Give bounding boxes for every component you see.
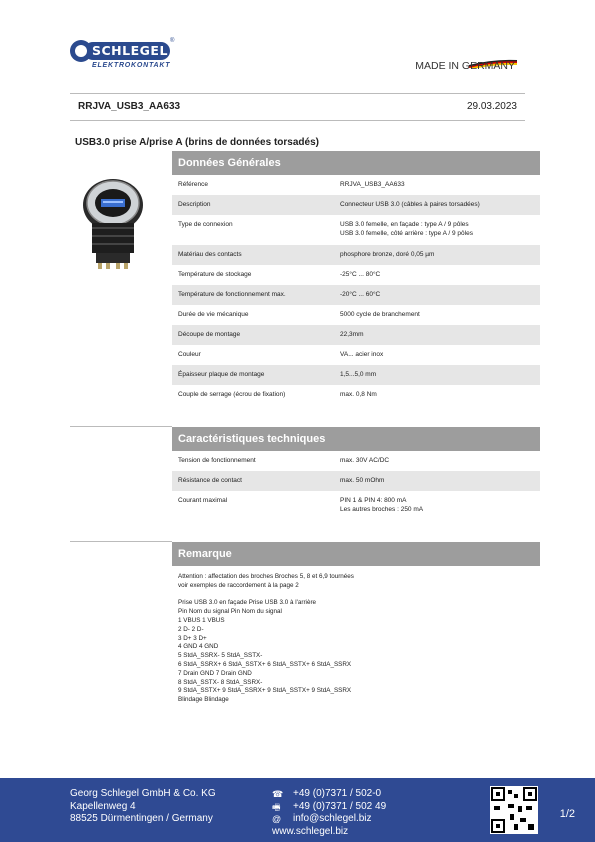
document-date: 29.03.2023 xyxy=(466,101,517,112)
section-general-title: Données Générales xyxy=(172,151,540,175)
section-tech-title: Caractéristiques techniques xyxy=(172,427,540,451)
row-label: Type de connexion xyxy=(178,221,233,228)
footer-contact xyxy=(272,788,386,838)
schlegel-logo xyxy=(70,38,180,74)
street: Kapellenweg 4 xyxy=(70,800,136,812)
qr-code-icon xyxy=(490,786,538,834)
footer xyxy=(0,778,595,842)
row-value: PIN 1 & PIN 4: 800 mA Les autres broches : 250 mA xyxy=(340,497,424,513)
remark-text: Attention : affectation des broches Broches 5, 8 et 6,9 tournées voir exemples de raccordement à la page 2 Prise USB 3.0 en façade Prise USB 3.0 à l'arrière Pin Nom du signal Pin Nom du signal 1 VBUS 1 VBUS 2 D- 2 D- 3 D+ 3 D+ 4 GND 4 GND 5 StdA_SSRX- 5 StdA_SSTX- 6 StdA_SSRX+ 6 StdA_SSTX+ 6 StdA_SSTX+ 6 StdA_SSRX 7 Drain GND 7 Drain GND 8 StdA_SSTX- 8 StdA_SSRX- 9 StdA_SSTX+ 9 StdA_SSRX+ 9 StdA_SSTX+ 9 StdA_SSRX Blindage Blindage xyxy=(178,573,354,704)
product-image xyxy=(78,175,148,271)
row-value: max. 50 mOhm xyxy=(340,477,385,484)
row-label: Température de fonctionnement max. xyxy=(178,291,286,298)
company-name: Georg Schlegel GmbH & Co. KG xyxy=(70,788,216,799)
brand-name: SCHLEGEL xyxy=(92,43,168,58)
row-value: Connecteur USB 3.0 (câbles à paires torsadées) xyxy=(340,201,480,208)
row-label: Tension de fonctionnement xyxy=(178,457,256,464)
registered-mark: ® xyxy=(170,38,175,44)
table-row xyxy=(172,285,540,305)
row-label: Découpe de montage xyxy=(178,331,241,338)
page-number: 1/2 xyxy=(559,808,575,820)
row-label: Résistance de contact xyxy=(178,477,242,484)
row-value: max. 30V AC/DC xyxy=(340,457,390,464)
email-icon: @ xyxy=(272,814,282,824)
row-value: RRJVA_USB3_AA633 xyxy=(340,181,405,188)
row-label: Couleur xyxy=(178,351,201,358)
row-label: Matériau des contacts xyxy=(178,251,242,258)
row-value: 1,5...5,0 mm xyxy=(340,371,377,378)
section-divider xyxy=(70,541,172,542)
row-label: Épaisseur plaque de montage xyxy=(178,371,265,378)
table-row xyxy=(172,305,540,325)
row-value: -20°C ... 60°C xyxy=(340,291,381,298)
table-row xyxy=(172,215,540,245)
table-row xyxy=(172,451,540,471)
table-row xyxy=(172,385,540,405)
row-label: Courant maximal xyxy=(178,497,228,504)
row-value: -25°C ... 80°C xyxy=(340,271,381,278)
table-row xyxy=(172,471,540,491)
row-label: Couple de serrage (écrou de fixation) xyxy=(178,391,286,398)
product-subtitle: USB3.0 prise A/prise A (brins de données torsadés) xyxy=(75,137,319,148)
section-divider xyxy=(70,426,172,427)
table-row xyxy=(172,265,540,285)
table-row xyxy=(172,245,540,265)
email-link[interactable]: info@schlegel.biz xyxy=(293,813,372,824)
phone-icon: ☎ xyxy=(272,789,284,799)
fax-number[interactable]: +49 (0)7371 / 502 49 xyxy=(293,800,387,812)
table-row xyxy=(172,491,540,519)
row-value: 22,3mm xyxy=(340,331,364,338)
table-row xyxy=(172,325,540,345)
made-in-germany: MADE IN GERMANY xyxy=(415,60,515,72)
table-row xyxy=(172,175,540,195)
table-row xyxy=(172,365,540,385)
table-row xyxy=(172,195,540,215)
row-label: Durée de vie mécanique xyxy=(178,311,249,318)
row-label: Description xyxy=(178,201,211,208)
row-value: USB 3.0 femelle, en façade : type A / 9 pôles USB 3.0 femelle, côté arrière : type A / 9 pôles xyxy=(340,221,473,237)
fax-icon: 🖷 xyxy=(272,801,281,812)
table-row xyxy=(172,345,540,365)
row-value: phosphore bronze, doré 0,05 µm xyxy=(340,251,435,258)
section-remark-title: Remarque xyxy=(172,542,540,566)
header-divider xyxy=(70,93,525,94)
row-value: 5000 cycle de branchement xyxy=(340,311,420,318)
city: 88525 Dürmentingen / Germany xyxy=(70,813,213,824)
row-value: max. 0,8 Nm xyxy=(340,391,377,398)
row-label: Référence xyxy=(178,181,208,188)
title-divider xyxy=(70,120,525,121)
brand-subtitle: ELEKTROKONTAKT xyxy=(92,62,171,69)
phone-number: +49 (0)7371 / 502-0 xyxy=(293,788,382,799)
footer-address xyxy=(70,788,216,826)
row-value: VA... acier inox xyxy=(340,351,384,358)
website-link[interactable]: www.schlegel.biz xyxy=(272,825,349,837)
row-label: Température de stockage xyxy=(178,271,252,278)
document-id: RRJVA_USB3_AA633 xyxy=(78,101,181,112)
